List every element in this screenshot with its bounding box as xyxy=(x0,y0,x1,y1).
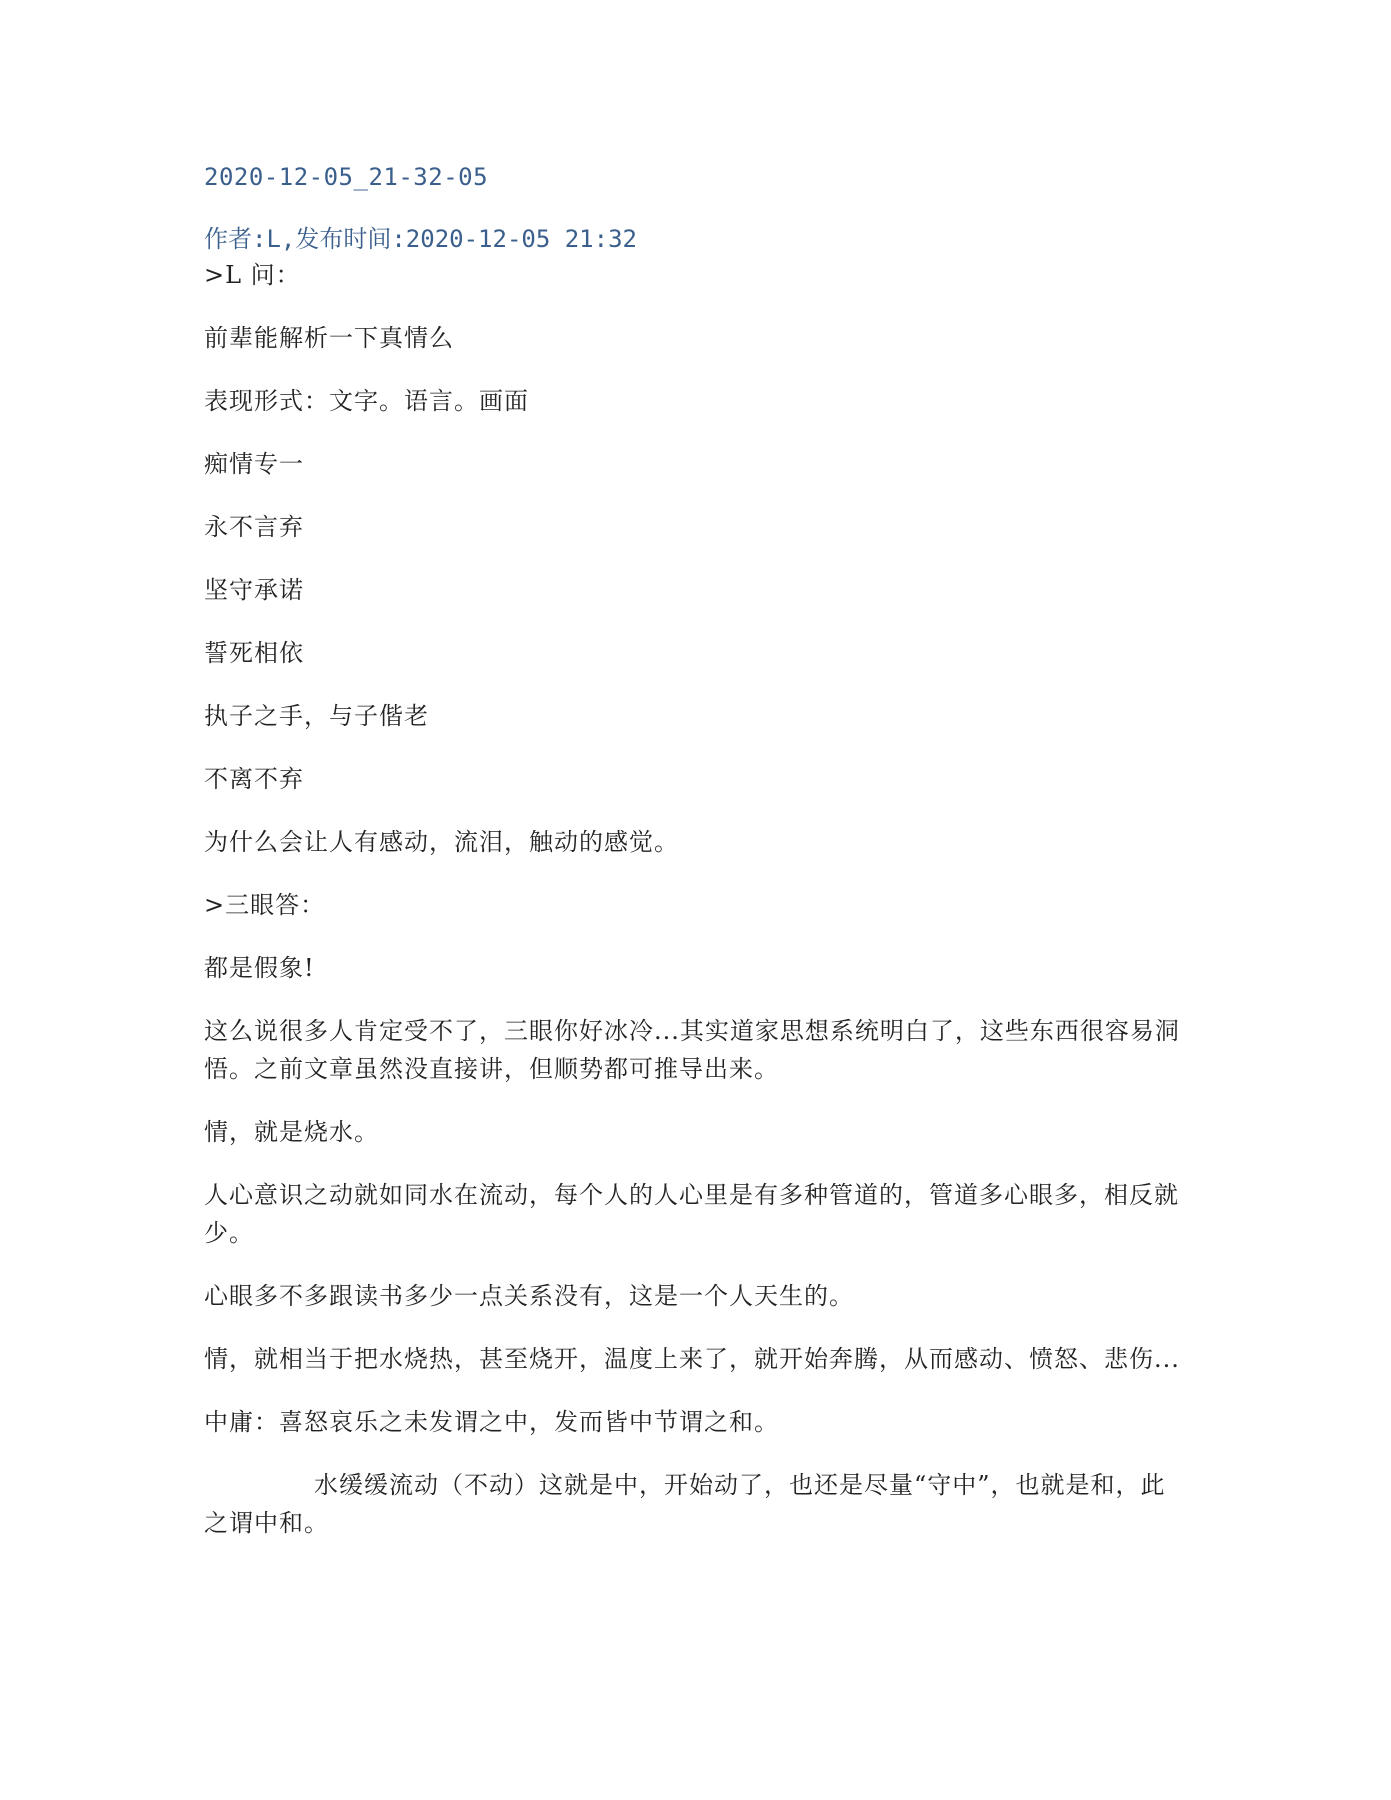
paragraph: 人心意识之动就如同水在流动，每个人的人心里是有多种管道的，管道多心眼多，相反就少。 xyxy=(204,1181,1179,1247)
document-content xyxy=(204,160,1189,1567)
paragraph: 为什么会让人有感动，流泪，触动的感觉。 xyxy=(204,828,679,856)
question-label: >L 问： xyxy=(204,261,301,289)
author-publish-info: 作者:L,发布时间:2020-12-05 21:32 xyxy=(204,225,637,253)
document-title: 2020-12-05_21-32-05 xyxy=(204,163,489,191)
paragraph: 都是假象! xyxy=(204,954,315,982)
paragraph: 不离不弃 xyxy=(204,765,304,793)
paragraph: 痴情专一 xyxy=(204,450,304,478)
indented-paragraph: 水缓缓流动（不动）这就是中，开始动了，也还是尽量“守中”，也就是和，此之谓中和。 xyxy=(204,1471,1166,1537)
paragraph: 心眼多不多跟读书多少一点关系没有，这是一个人天生的。 xyxy=(204,1282,854,1310)
quote-paragraph: 中庸：喜怒哀乐之未发谓之中，发而皆中节谓之和。 xyxy=(204,1408,779,1436)
article-body xyxy=(204,256,1189,1542)
paragraph: 这么说很多人肯定受不了，三眼你好冰冷...其实道家思想系统明白了，这些东西很容易洞悟。之前文章虽然没直接讲，但顺势都可推导出来。 xyxy=(204,1017,1180,1083)
paragraph: 永不言弃 xyxy=(204,513,304,541)
paragraph: 执子之手，与子偕老 xyxy=(204,702,429,730)
paragraph: 情，就是烧水。 xyxy=(204,1118,379,1146)
answer-label: >三眼答： xyxy=(204,891,326,919)
paragraph: 表现形式：文字。语言。画面 xyxy=(204,387,529,415)
paragraph: 前辈能解析一下真情么 xyxy=(204,324,454,352)
paragraph: 坚守承诺 xyxy=(204,576,304,604)
paragraph: 誓死相依 xyxy=(204,639,304,667)
paragraph: 情，就相当于把水烧热，甚至烧开，温度上来了，就开始奔腾，从而感动、愤怒、悲伤... xyxy=(204,1345,1180,1373)
